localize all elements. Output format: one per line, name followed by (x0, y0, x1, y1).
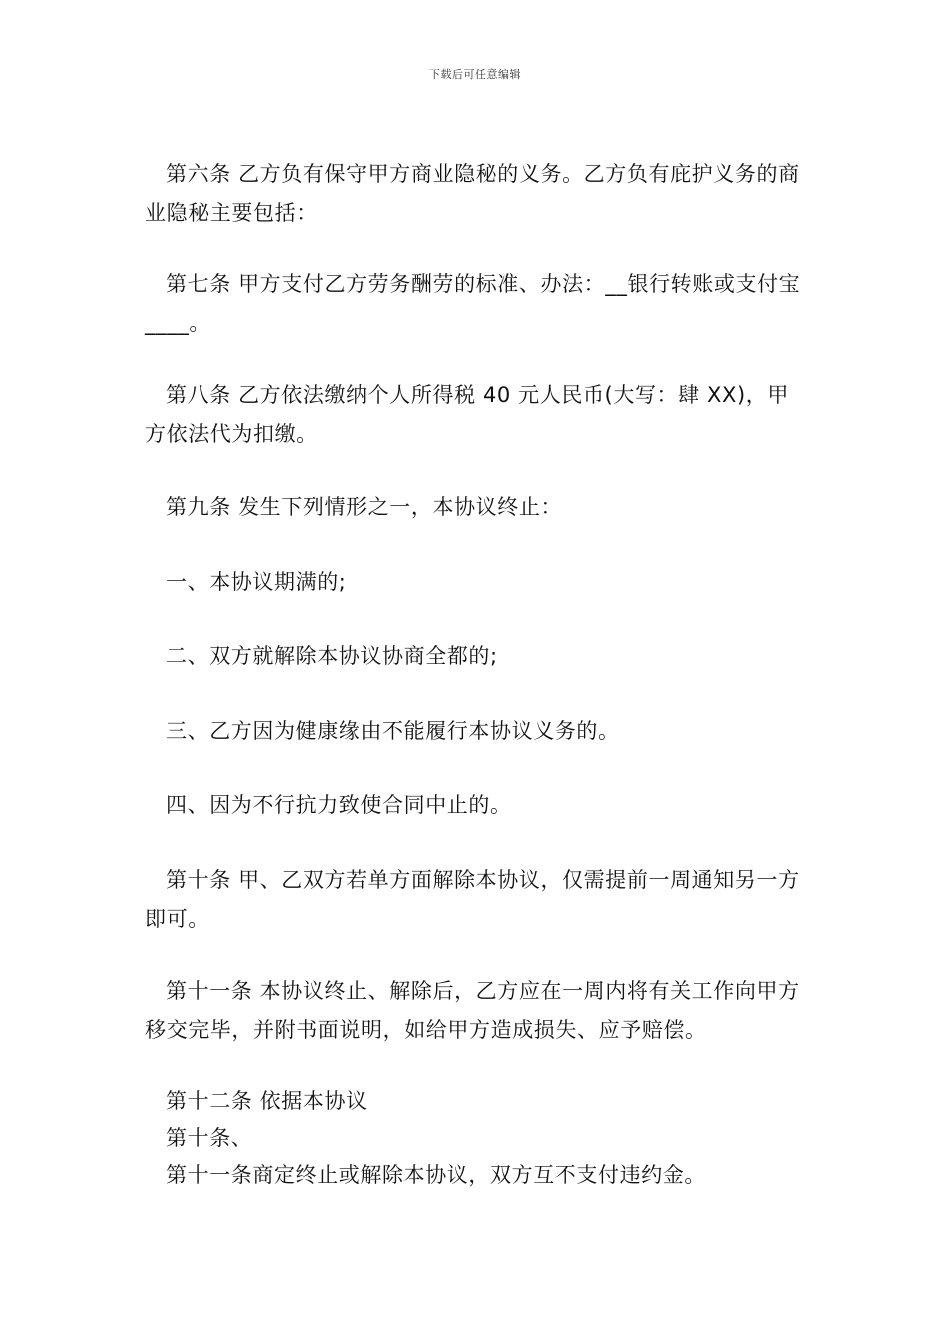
article-12-line-3: 第十一条商定终止或解除本协议，双方互不支付违约金。 (166, 1163, 706, 1187)
list-item-2: 二、双方就解除本协议协商全都的; (166, 644, 498, 668)
header-note: 下载后可任意编辑 (429, 68, 521, 81)
article-10: 第十条 甲、乙双方若单方面解除本协议，仅需提前一周通知另一方即可。 (145, 868, 800, 931)
article-9: 第九条 发生下列情形之一，本协议终止： (166, 495, 563, 519)
article-12-line-1: 第十二条 依据本协议 (166, 1089, 368, 1113)
list-item-4: 四、因为不行抗力致使合同中止的。 (166, 793, 512, 817)
article-6: 第六条 乙方负有保守甲方商业隐秘的义务。乙方负有庇护义务的商业隐秘主要包括： (145, 162, 800, 225)
article-7: 第七条 甲方支付乙方劳务酬劳的标准、办法：__银行转账或支付宝____。 (145, 272, 801, 335)
list-item-3: 三、乙方因为健康缘由不能履行本协议义务的。 (166, 719, 620, 743)
article-8: 第八条 乙方依法缴纳个人所得税 40 元人民币(大写：肆 XX)，甲方依法代为扣缴。 (145, 383, 789, 446)
article-12-line-2: 第十条、 (166, 1126, 253, 1150)
list-item-1: 一、本协议期满的; (166, 570, 347, 594)
article-11: 第十一条 本协议终止、解除后，乙方应在一周内将有关工作向甲方移交完毕，并附书面说明，如给甲方造成损失、应予赔偿。 (145, 979, 800, 1042)
